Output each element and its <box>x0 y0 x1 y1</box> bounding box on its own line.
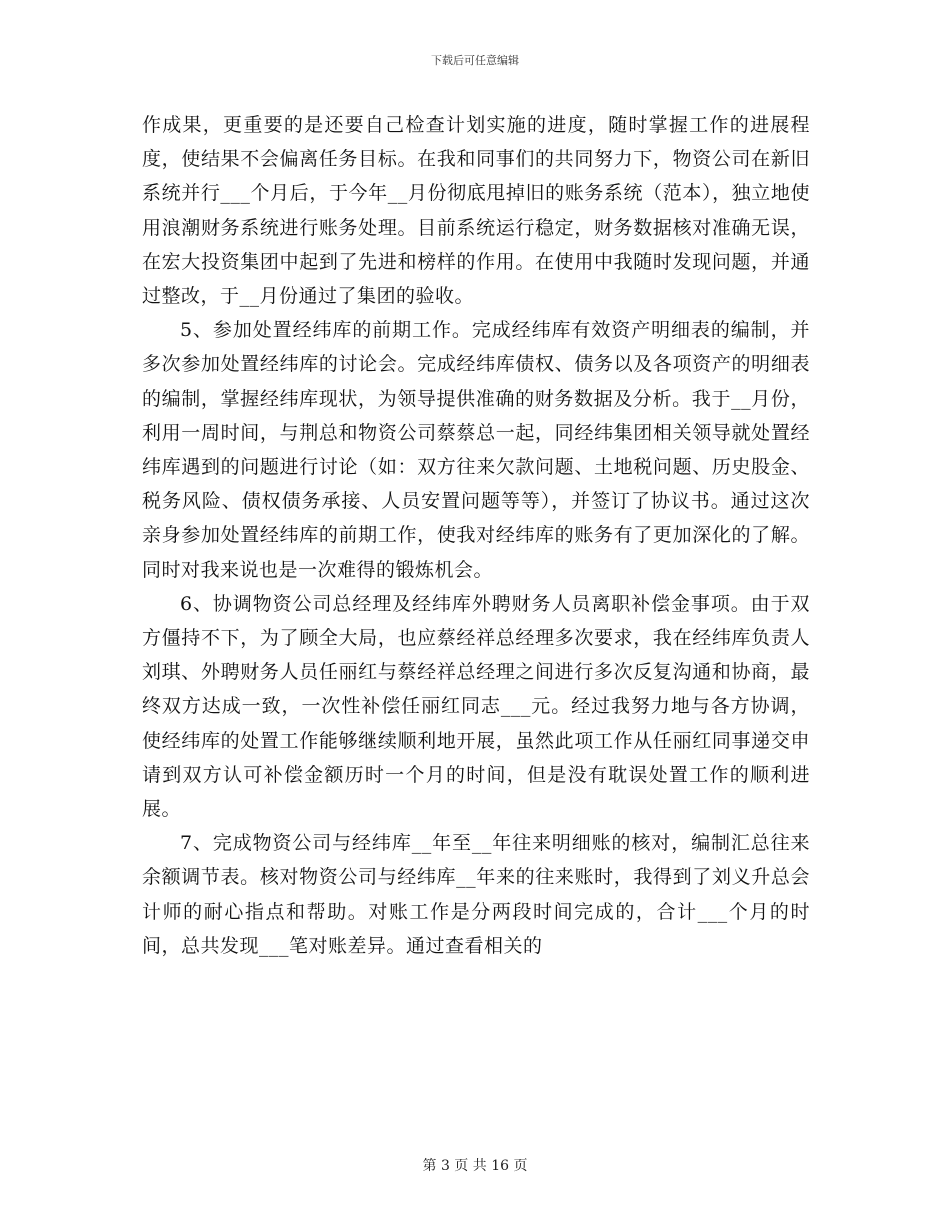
paragraph-item-5: 5、参加处置经纬库的前期工作。完成经纬库有效资产明细表的编制，并多次参加处置经纬库的讨论会。完成经纬库债权、债务以及各项资产的明细表的编制，掌握经纬库现状，为领导提供准确的财务数据及分析。我于__月份，利用一周时间，与荆总和物资公司蔡蔡总一起，同经纬集团相关领导就处置经纬库遇到的问题进行讨论（如：双方往来欠款问题、土地税问题、历史股金、税务风险、债权债务承接、人员安置问题等等），并签订了协议书。通过这次亲身参加处置经纬库的前期工作，使我对经纬库的账务有了更加深化的了解。同时对我来说也是一次难得的锻炼机会。 <box>142 319 810 581</box>
paragraph-continuation: 作成果，更重要的是还要自己检查计划实施的进度，随时掌握工作的进展程度，使结果不会偏离任务目标。在我和同事们的共同努力下，物资公司在新旧系统并行___个月后，于今年__月份彻底甩掉旧的账务系统（范本），独立地使用浪潮财务系统进行账务处理。目前系统运行稳定，财务数据核对准确无误，在宏大投资集团中起到了先进和榜样的作用。在使用中我随时发现问题，并通过整改，于__月份通过了集团的验收。 <box>142 114 810 308</box>
paragraph-item-6: 6、协调物资公司总经理及经纬库外聘财务人员离职补偿金事项。由于双方僵持不下，为了顾全大局，也应蔡经祥总经理多次要求，我在经纬库负责人刘琪、外聘财务人员任丽红与蔡经祥总经理之间进行多次反复沟通和协商，最终双方达成一致，一次性补偿任丽红同志___元。经过我努力地与各方协调，使经纬库的处置工作能够继续顺利地开展，虽然此项工作从任丽红同事递交申请到双方认可补偿金额历时一个月的时间，但是没有耽误处置工作的顺利进展。 <box>142 592 810 821</box>
paragraph-item-7: 7、完成物资公司与经纬库__年至__年往来明细账的核对，编制汇总往来余额调节表。核对物资公司与经纬库__年来的往来账时，我得到了刘义升总会计师的耐心指点和帮助。对账工作是分两段时间完成的，合计___个月的时间，总共发现___笔对账差异。通过查看相关的 <box>142 832 810 957</box>
page-number-footer: 第 3 页 共 16 页 <box>422 1158 528 1174</box>
document-body <box>142 108 810 963</box>
page-header: 下载后可任意编辑 <box>431 54 519 67</box>
